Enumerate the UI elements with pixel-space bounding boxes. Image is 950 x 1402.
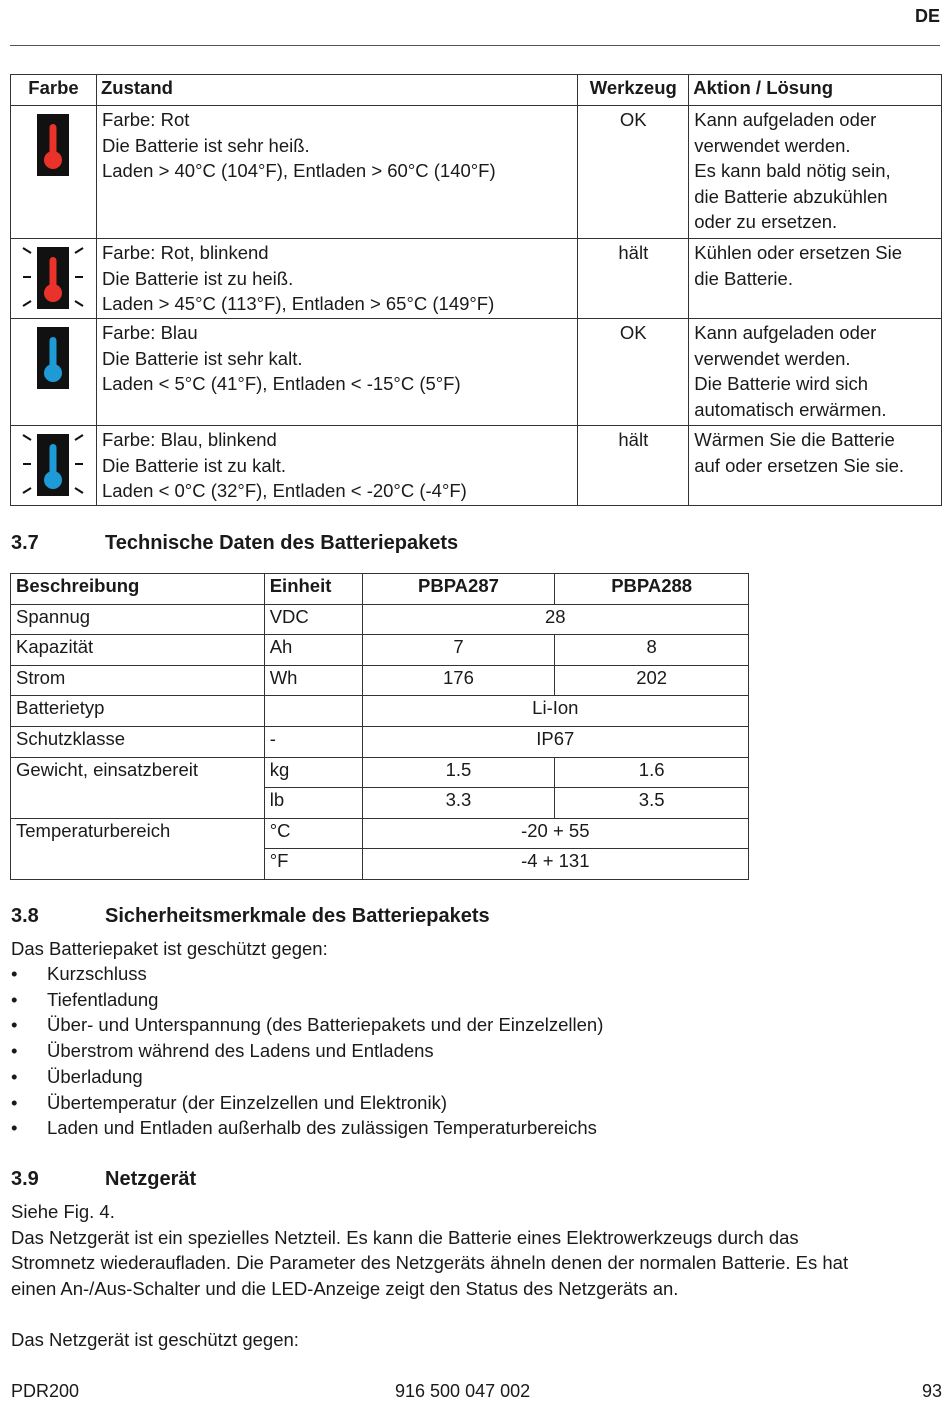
aktion-line: Kann aufgeladen oder	[694, 322, 877, 343]
zustand-line: Laden < 5°C (41°F), Entladen < -15°C (5°F)	[101, 373, 461, 395]
zustand-line: Farbe: Rot, blinkend	[101, 242, 269, 263]
spec-value: 202	[555, 665, 749, 696]
spec-unit: VDC	[264, 604, 362, 635]
aktion-line: oder zu ersetzen.	[694, 211, 838, 233]
color-cell	[11, 106, 97, 239]
spec-value: 7	[362, 635, 555, 666]
aktion-line: die Batterie abzukühlen	[694, 185, 888, 207]
zustand-line: Laden > 40°C (104°F), Entladen > 60°C (140°F)	[101, 160, 496, 182]
spec-label: Strom	[11, 665, 265, 696]
spec-value: 8	[555, 635, 749, 666]
spec-unit: °C	[264, 818, 362, 849]
body-line: einen An-/Aus-Schalter und die LED-Anzeige zeigt den Status des Netzgeräts an.	[11, 1277, 679, 1299]
section-3-7-heading	[11, 532, 458, 555]
header-werkzeug: Werkzeug	[578, 75, 689, 106]
spec-row-spannung	[11, 604, 749, 635]
status-row	[11, 319, 942, 426]
section-number: 3.8	[11, 905, 39, 927]
aktion-cell	[689, 426, 942, 506]
spec-unit: Ah	[264, 635, 362, 666]
thermometer-blue-icon	[11, 319, 95, 397]
zustand-cell	[96, 319, 577, 426]
aktion-line: auf oder ersetzen Sie sie.	[694, 454, 905, 476]
aktion-cell	[689, 239, 942, 319]
footer-doc-number: 916 500 047 002	[395, 1381, 531, 1401]
zustand-line: Die Batterie ist sehr heiß.	[101, 134, 310, 156]
spec-label: Schutzklasse	[11, 726, 265, 757]
list-item: • Übertemperatur (der Einzelzellen und Elektronik)	[11, 1090, 603, 1116]
spec-value: -4 + 131	[362, 849, 748, 880]
zustand-line: Die Batterie ist zu kalt.	[101, 454, 287, 476]
zustand-line: Die Batterie ist sehr kalt.	[101, 347, 303, 369]
status-row	[11, 239, 942, 319]
thermometer-red-blinking-icon	[11, 239, 95, 317]
header-zustand: Zustand	[96, 75, 577, 106]
aktion-line: Kann aufgeladen oder	[694, 109, 877, 130]
spec-value: IP67	[362, 726, 748, 757]
status-row	[11, 426, 942, 506]
spec-value: 3.5	[555, 788, 749, 819]
aktion-cell	[689, 106, 942, 239]
spec-table-header	[11, 574, 749, 605]
spec-label: Batterietyp	[11, 696, 265, 727]
zustand-line: Laden > 45°C (113°F), Entladen > 65°C (149°F)	[101, 293, 495, 315]
spec-row-kapazitaet	[11, 635, 749, 666]
spec-unit: Wh	[264, 665, 362, 696]
aktion-line: verwendet werden.	[694, 347, 851, 369]
aktion-line: Es kann bald nötig sein,	[694, 160, 891, 182]
spec-row-batterietyp	[11, 696, 749, 727]
thermometer-blue-blinking-icon	[11, 426, 95, 504]
list-item: • Überstrom während des Ladens und Entladens	[11, 1038, 603, 1064]
aktion-line: Kühlen oder ersetzen Sie	[694, 242, 902, 263]
section-title: Technische Daten des Batteriepakets	[105, 532, 459, 554]
spec-value: 1.6	[555, 757, 749, 788]
spec-value: 1.5	[362, 757, 555, 788]
header-beschreibung: Beschreibung	[11, 574, 265, 605]
zustand-line: Farbe: Rot	[101, 109, 190, 130]
battery-status-table	[10, 74, 942, 506]
spec-unit: °F	[264, 849, 362, 880]
thermometer-red-icon	[11, 106, 95, 184]
spec-label: Temperaturbereich	[11, 818, 265, 879]
werkzeug-cell: hält	[578, 426, 689, 506]
header-farbe: Farbe	[11, 75, 97, 106]
color-cell	[11, 319, 97, 426]
spec-value: -20 + 55	[362, 818, 748, 849]
spec-label: Gewicht, einsatzbereit	[11, 757, 265, 818]
spec-unit	[264, 696, 362, 727]
section-3-9-heading	[11, 1168, 196, 1191]
zustand-line: Farbe: Blau, blinkend	[101, 429, 277, 450]
list-item: • Tiefentladung	[11, 987, 603, 1013]
zustand-line: Laden < 0°C (32°F), Entladen < -20°C (-4°F)	[101, 480, 467, 502]
spec-value: Li-Ion	[362, 696, 748, 727]
list-item: • Kurzschluss	[11, 961, 603, 987]
body-line: Siehe Fig. 4.	[11, 1201, 115, 1222]
spec-unit: -	[264, 726, 362, 757]
status-row	[11, 106, 942, 239]
section-number: 3.9	[11, 1168, 39, 1190]
body-line: Stromnetz wiederaufladen. Die Parameter des Netzgeräts ähneln denen der normalen Batterie. Es hat	[11, 1252, 849, 1274]
header-pbpa288: PBPA288	[555, 574, 749, 605]
header-pbpa287: PBPA287	[362, 574, 555, 605]
color-cell	[11, 239, 97, 319]
aktion-line: Die Batterie wird sich	[694, 373, 868, 395]
zustand-cell	[96, 106, 577, 239]
header-aktion: Aktion / Lösung	[689, 75, 942, 106]
section-3-8-heading	[11, 905, 490, 928]
body-line: Das Netzgerät ist ein spezielles Netzteil. Es kann die Batterie eines Elektrowerkzeugs durch das	[11, 1226, 799, 1248]
spec-row-schutzklasse	[11, 726, 749, 757]
footer-page-number: 93	[921, 1381, 942, 1401]
footer-model: PDR200	[11, 1381, 80, 1401]
spec-row-gewicht-kg	[11, 757, 749, 788]
werkzeug-cell: OK	[578, 106, 689, 239]
zustand-line: Die Batterie ist zu heiß.	[101, 267, 294, 289]
spec-row-temperatur-c	[11, 818, 749, 849]
list-item: • Überladung	[11, 1064, 603, 1090]
werkzeug-cell: hält	[578, 239, 689, 319]
zustand-line: Farbe: Blau	[101, 322, 198, 343]
color-cell	[11, 426, 97, 506]
language-code: DE	[914, 6, 940, 26]
section-title: Netzgerät	[105, 1168, 197, 1190]
section-title: Sicherheitsmerkmale des Batteriepakets	[105, 905, 490, 927]
aktion-cell	[689, 319, 942, 426]
aktion-line: verwendet werden.	[694, 134, 851, 156]
aktion-line: die Batterie.	[694, 267, 793, 289]
aktion-line: automatisch erwärmen.	[694, 398, 887, 420]
section-3-9-protected: Das Netzgerät ist geschützt gegen:	[11, 1329, 299, 1350]
spec-row-strom	[11, 665, 749, 696]
spec-value: 3.3	[362, 788, 555, 819]
status-table-header	[11, 75, 942, 106]
header-einheit: Einheit	[264, 574, 362, 605]
spec-value: 28	[362, 604, 748, 635]
spec-label: Spannug	[11, 604, 265, 635]
section-3-8-intro: Das Batteriepaket ist geschützt gegen:	[11, 938, 328, 959]
spec-unit: kg	[264, 757, 362, 788]
spec-label: Kapazität	[11, 635, 265, 666]
list-item: • Laden und Entladen außerhalb des zulässigen Temperaturbereichs	[11, 1115, 603, 1141]
list-item: • Über- und Unterspannung (des Batteriepakets und der Einzelzellen)	[11, 1012, 603, 1038]
aktion-line: Wärmen Sie die Batterie	[694, 429, 895, 450]
spec-value: 176	[362, 665, 555, 696]
zustand-cell	[96, 426, 577, 506]
spec-unit: lb	[264, 788, 362, 819]
section-number: 3.7	[11, 532, 39, 554]
protection-list	[11, 961, 603, 1141]
header-rule	[10, 45, 940, 46]
zustand-cell	[96, 239, 577, 319]
werkzeug-cell: OK	[578, 319, 689, 426]
section-3-9-body	[11, 1199, 848, 1301]
technical-data-table	[10, 573, 749, 880]
